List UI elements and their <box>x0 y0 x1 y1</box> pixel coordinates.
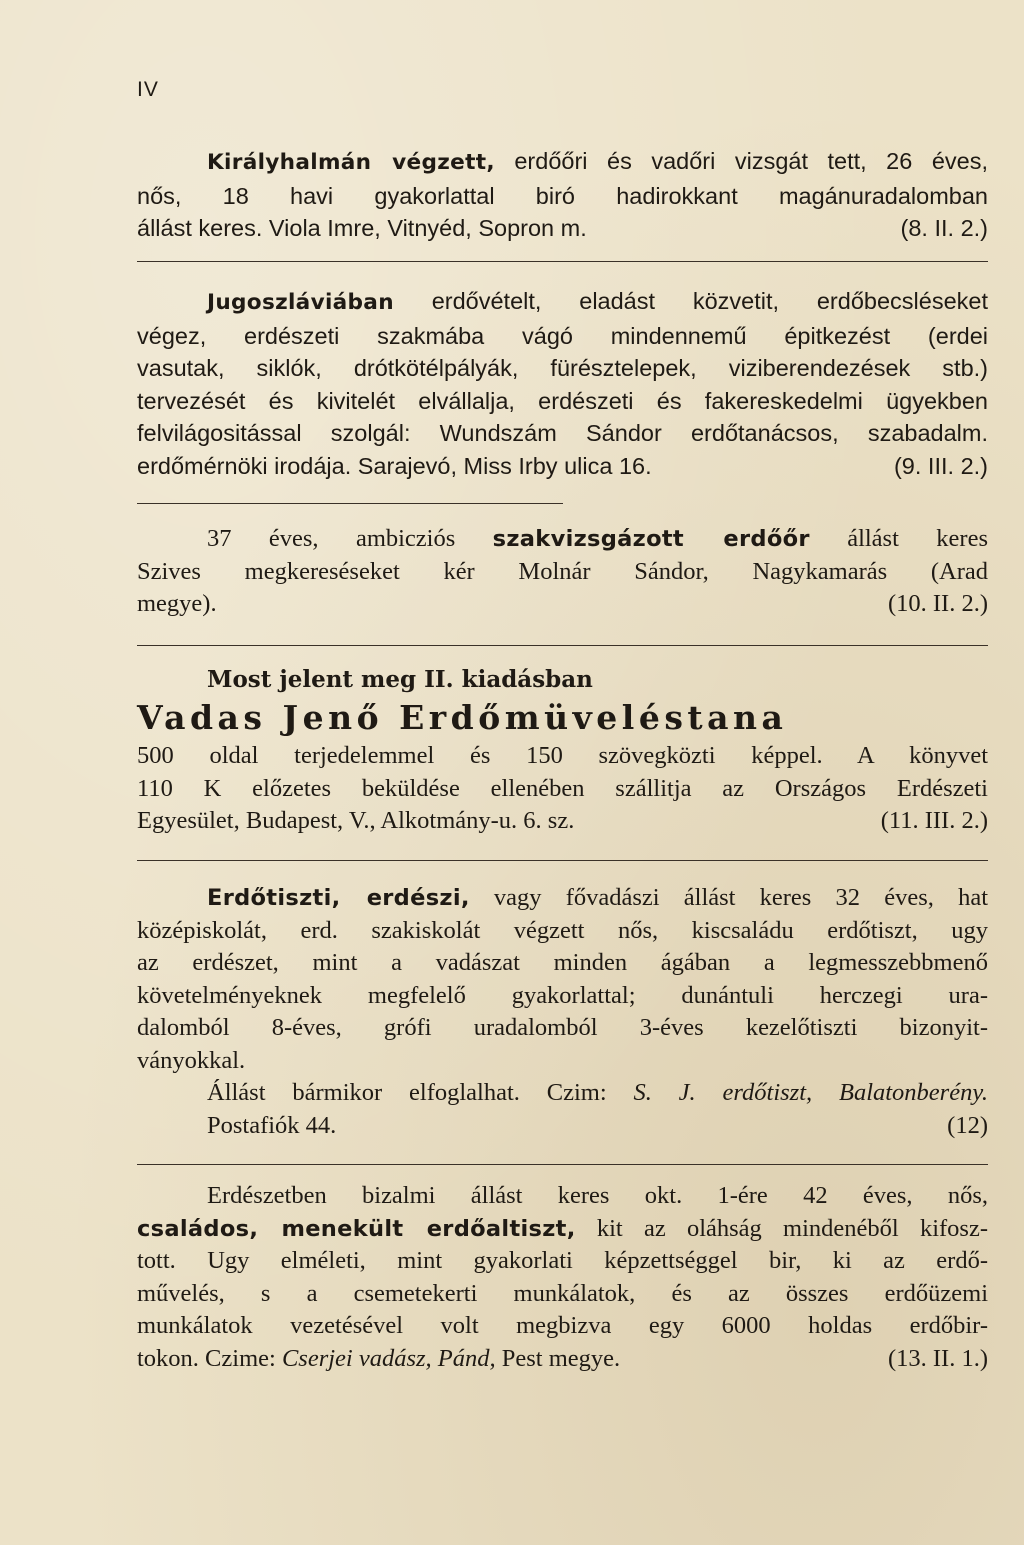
ad-lead: Királyhalmán végzett, <box>207 150 495 175</box>
ad-reference: (9. III. 2.) <box>893 452 988 479</box>
page-number: IV <box>137 78 159 101</box>
ad-address: Cserjei vadász, Pánd, <box>281 1344 496 1372</box>
classified-ad-kiralyhalma <box>137 145 988 245</box>
ad-reference: (13. II. 1.) <box>887 1344 988 1372</box>
ad-line: Erdőtiszti, erdészi, vagy fővadászi állást keres 32 éves, hat <box>207 884 988 911</box>
ad-line: dalomból 8-éves, grófi uradalomból 3-éves kezelőtiszti bizonyit- <box>137 1014 988 1041</box>
ad-line: Postafiók 44. (12) <box>137 1110 988 1143</box>
divider <box>137 645 988 646</box>
ad-line: erdőmérnöki irodája. Sarajevó, Miss Irby ulica 16. (9. III. 2.) <box>137 450 988 483</box>
ad-line: művelés, s a csemetekerti munkálatok, és az összes erdőüzemi <box>137 1279 988 1307</box>
ad-line: 110 K előzetes beküldése ellenében szállitja az Országos Erdészeti <box>137 774 988 802</box>
ad-line: Erdészetben bizalmi állást keres okt. 1-ére 42 éves, nős, <box>207 1182 988 1209</box>
ad-line: Királyhalmán végzett, erdőőri és vadőri vizsgát tett, 26 éves, <box>207 148 988 175</box>
classified-ad-erdoaltiszt <box>137 1180 988 1375</box>
ad-line: vasutak, siklók, drótkötélpályák, fürésztelepek, viziberendezések stb.) <box>137 355 988 381</box>
book-announcement: Most jelent meg II. kiadásban <box>207 666 593 693</box>
ad-line: tokon. Czime: Cserjei vadász, Pánd, Pest megye. (13. II. 1.) <box>137 1343 988 1376</box>
ad-line: tott. Ugy elméleti, mint gyakorlati képzettséggel bir, ki az erdő- <box>137 1247 988 1274</box>
classified-ad-jugoszlavia <box>137 285 988 482</box>
book-title: Vadas Jenő Erdőmüveléstana <box>137 698 788 737</box>
ad-line: munkálatok vezetésével volt megbizva egy 6000 holdas erdőbir- <box>137 1312 988 1339</box>
ad-line: családos, menekült erdőaltiszt, kit az oláhság mindenéből kifosz- <box>137 1214 988 1242</box>
ad-lead: Erdőtiszti, erdészi, <box>207 885 470 911</box>
ad-reference: (8. II. 2.) <box>900 215 988 241</box>
ad-line: felvilágositással szolgál: Wundszám Sándor erdőtanácsos, szabadalm. <box>137 420 988 446</box>
ad-line: középiskolát, erd. szakiskolát végzett nős, kiscsaládu erdőtiszt, ugy <box>137 916 988 944</box>
ad-line: Jugoszláviában erdővételt, eladást közvetit, erdőbecsléseket <box>207 288 988 315</box>
classified-ad-erdoor <box>137 523 988 621</box>
ad-line: követelményeknek megfelelő gyakorlattal; dunántuli herczegi ura- <box>137 981 988 1009</box>
ad-reference: (12) <box>947 1111 988 1139</box>
divider <box>137 503 563 504</box>
ad-line: tervezését és kivitelét elvállalja, erdészeti és fakereskedelmi ügyekben <box>137 387 988 414</box>
ad-lead: szakvizsgázott erdőőr <box>492 526 810 552</box>
ad-address: S. J. erdőtiszt, Balatonberény. <box>633 1079 988 1106</box>
ad-line: állást keres. Viola Imre, Vitnyéd, Sopron m. (8. II. 2.) <box>137 212 988 245</box>
ad-line: nős, 18 havi gyakorlattal biró hadirokkant magánuradalomban <box>137 182 988 209</box>
divider <box>137 261 988 262</box>
ad-reference: (11. III. 2.) <box>880 807 988 834</box>
divider <box>137 860 988 861</box>
book-advertisement <box>137 664 988 838</box>
ad-line: megye). (10. II. 2.) <box>137 588 988 621</box>
ad-line: 500 oldal terjedelemmel és 150 szövegközti képpel. A könyvet <box>137 742 988 769</box>
divider <box>137 1164 988 1165</box>
ad-line: végez, erdészeti szakmába vágó mindennemű épitkezést (erdei <box>137 322 988 349</box>
ad-reference: (10. II. 2.) <box>887 590 988 617</box>
ad-lead: családos, menekült erdőaltiszt, <box>137 1215 576 1242</box>
classified-ad-erdotiszt <box>137 882 988 1142</box>
ad-lead: Jugoszláviában <box>207 290 394 315</box>
ad-line: ványokkal. <box>137 1046 246 1074</box>
ad-line: Állást bármikor elfoglalhat. Czim: S. J. erdőtiszt, Balatonberény. <box>207 1079 988 1106</box>
ad-line: 37 éves, ambicziós szakvizsgázott erdőőr állást keres <box>207 525 988 552</box>
ad-line: az erdészet, mint a vadászat minden ágában a legmesszebbmenő <box>137 949 988 976</box>
ad-line: Szives megkereséseket kér Molnár Sándor, Nagykamarás (Arad <box>137 557 988 585</box>
ad-line: Egyesület, Budapest, V., Alkotmány-u. 6. sz. (11. III. 2.) <box>137 805 988 838</box>
